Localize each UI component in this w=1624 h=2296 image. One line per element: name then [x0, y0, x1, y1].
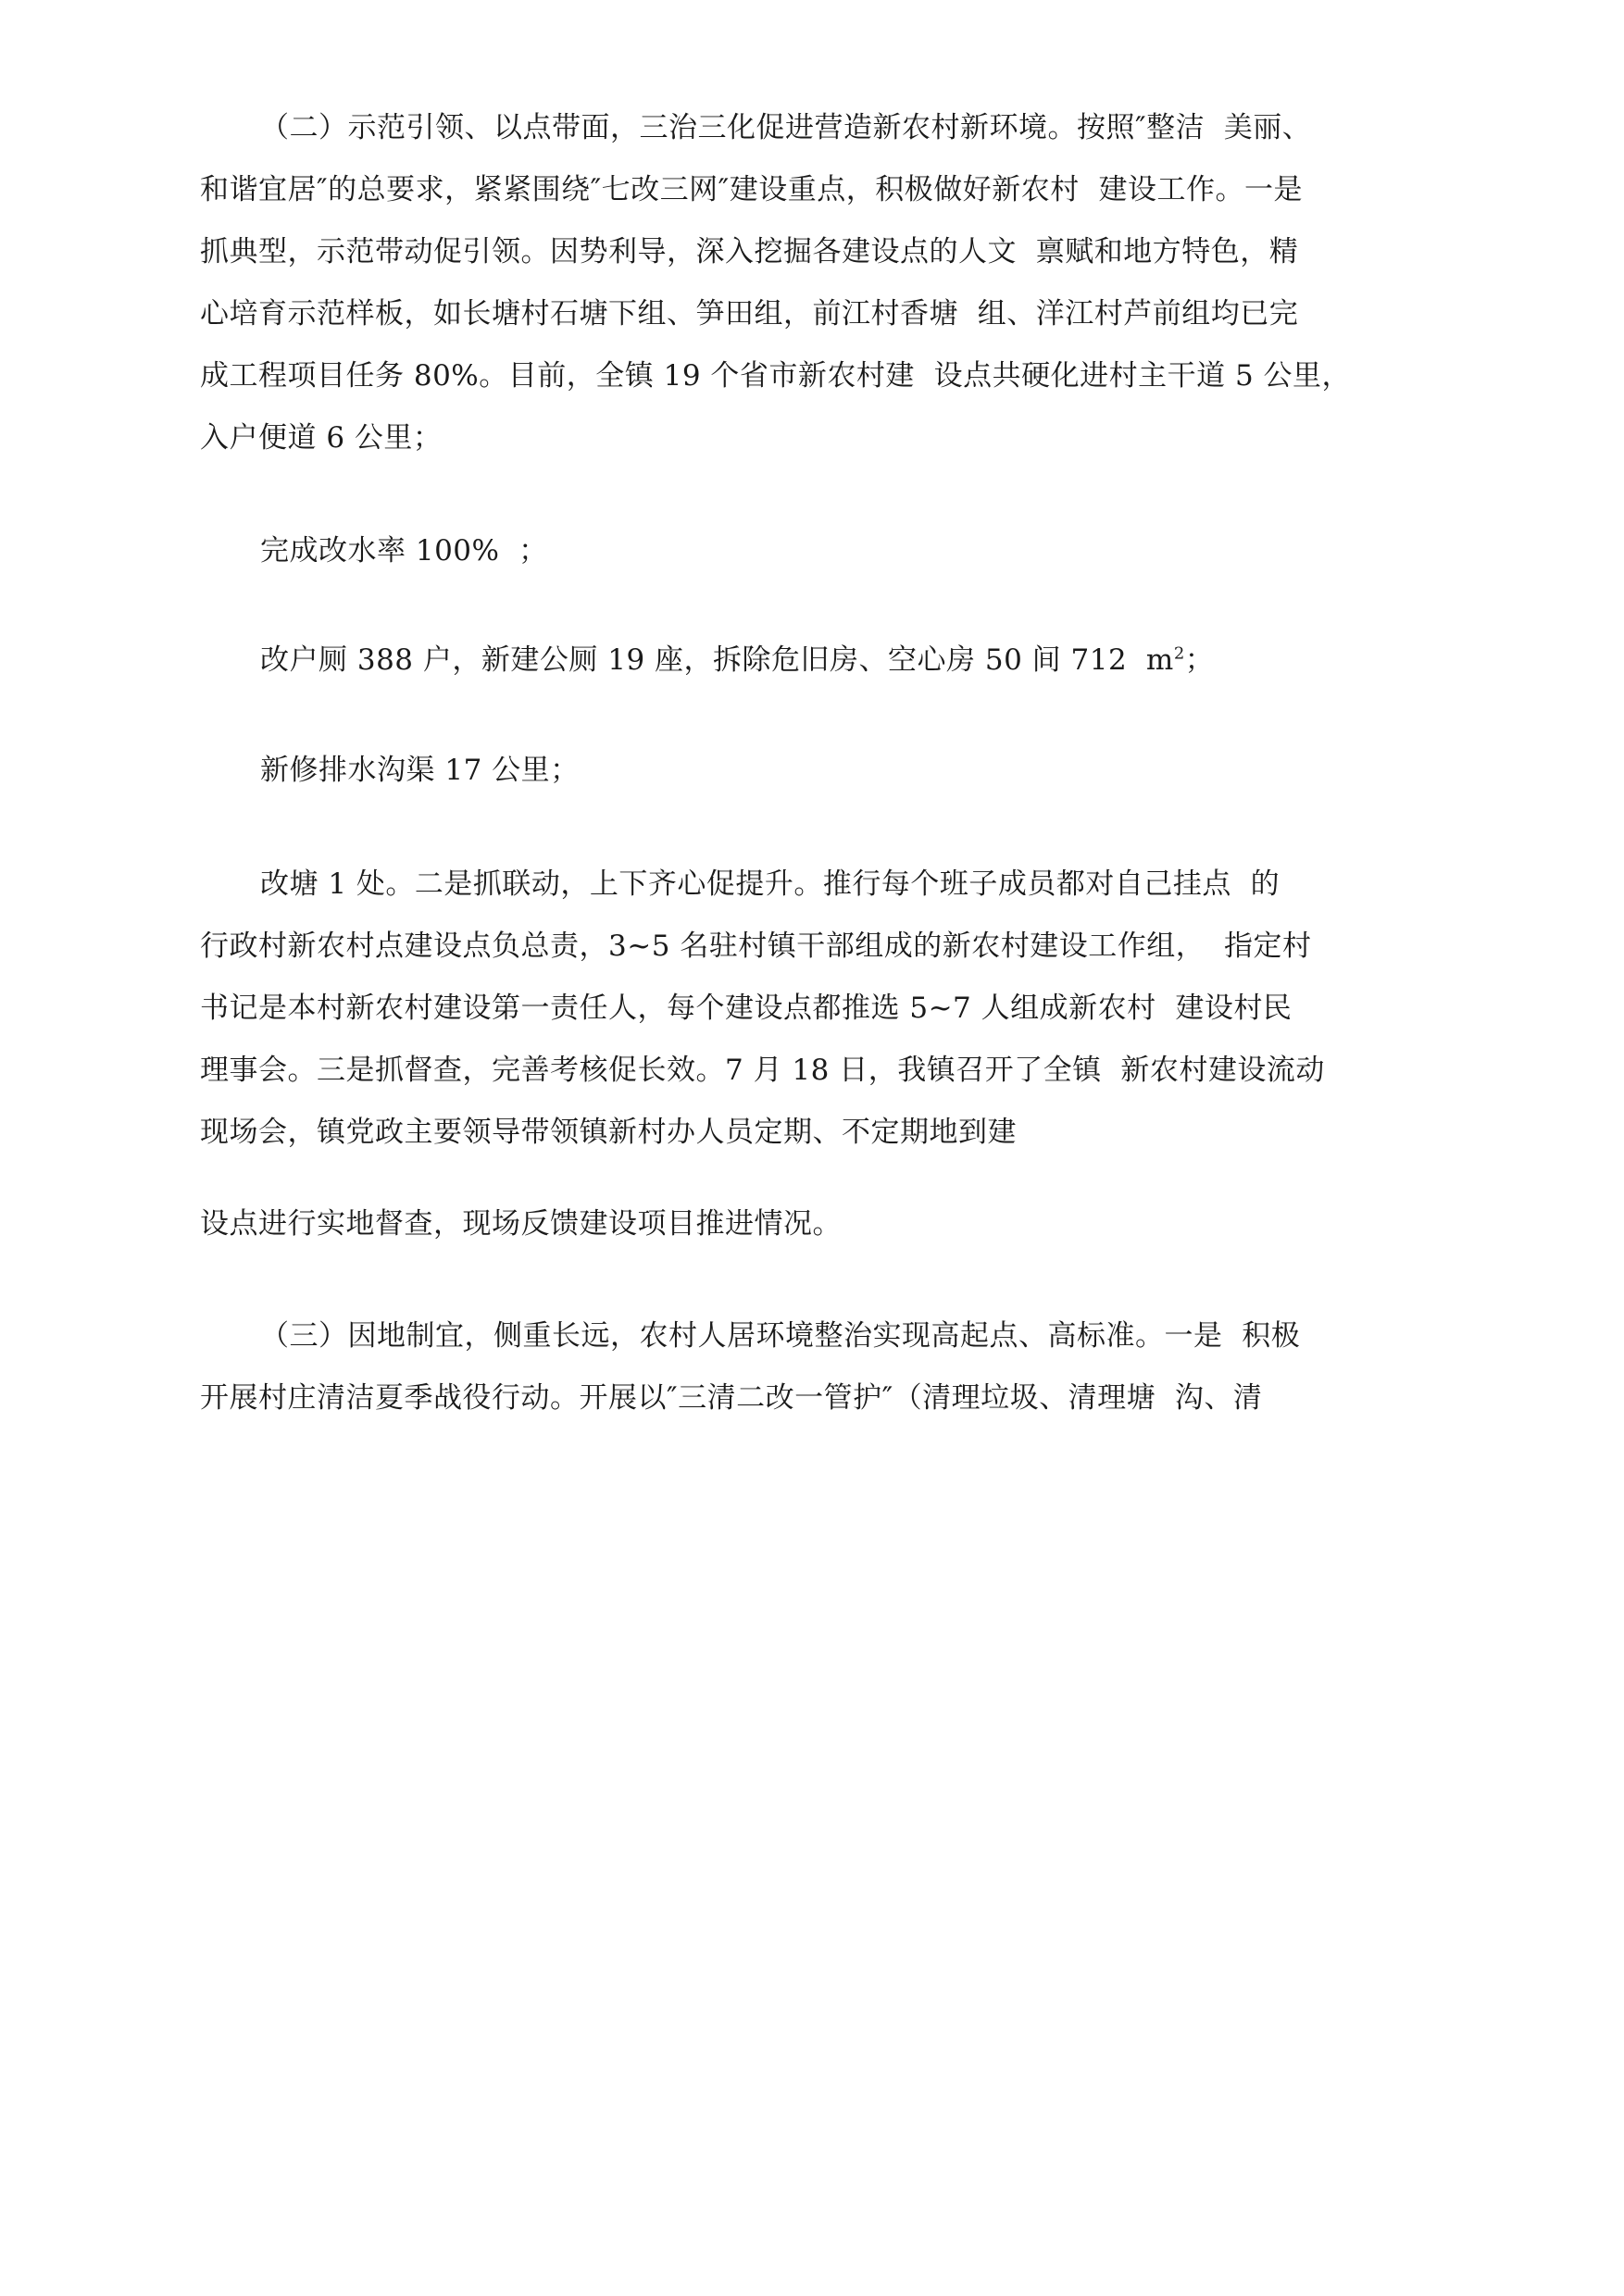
- item-toilet-suffix: ；: [1184, 643, 1215, 677]
- superscript-two: 2: [1173, 643, 1185, 664]
- paragraph-line: 书记是本村新农村建设第一责任人，每个建设点都推选 5~7 人组成新农村 建设村民: [200, 992, 1293, 1025]
- paragraph-line: 成工程项目任务 80%。目前，全镇 19 个省市新农村建 设点共硬化进村主干道 5 公里，: [200, 359, 1352, 393]
- paragraph-line: 行政村新农村点建设点负总责，3~5 名驻村镇干部组成的新农村建设工作组， 指定村: [200, 930, 1312, 963]
- paragraph-line: 心培育示范样板，如长塘村石塘下组、笋田组，前江村香塘 组、洋江村芦前组均已完: [200, 297, 1299, 331]
- item-water-rate: 完成改水率 100% ；: [260, 534, 548, 568]
- paragraph-line: 抓典型，示范带动促引领。因势利导，深入挖掘各建设点的人文 禀赋和地方特色，精: [200, 235, 1299, 268]
- paragraph-line: （三）因地制宜，侧重长远，农村人居环境整治实现高起点、高标准。一是 积极: [260, 1319, 1301, 1353]
- paragraph-line: 和谐宜居″的总要求，紧紧围绕″七改三网″建设重点，积极做好新农村 建设工作。一是: [200, 173, 1303, 206]
- item-toilet-renovation: [260, 642, 1214, 679]
- item-drainage: 新修排水沟渠 17 公里；: [260, 754, 580, 787]
- paragraph-line: 开展村庄清洁夏季战役行动。开展以″三清二改一管护″（清理垃圾、清理塘 沟、清: [200, 1381, 1263, 1415]
- paragraph-line: 改塘 1 处。二是抓联动，上下齐心促提升。推行每个班子成员都对自己挂点 的: [260, 867, 1280, 901]
- paragraph-line: （二）示范引领、以点带面，三治三化促进营造新农村新环境。按照″整洁 美丽、: [260, 111, 1312, 144]
- paragraph-line: 入户便道 6 公里；: [200, 421, 443, 455]
- item-toilet-text: 改户厕 388 户，新建公厕 19 座，拆除危旧房、空心房 50 间 712 m: [260, 643, 1174, 677]
- paragraph-line: 现场会，镇党政主要领导带领镇新村办人员定期、不定期地到建: [200, 1116, 1017, 1149]
- paragraph-line: 设点进行实地督查，现场反馈建设项目推进情况。: [200, 1207, 842, 1241]
- paragraph-line: 理事会。三是抓督查，完善考核促长效。7 月 18 日，我镇召开了全镇 新农村建设流动: [200, 1054, 1325, 1087]
